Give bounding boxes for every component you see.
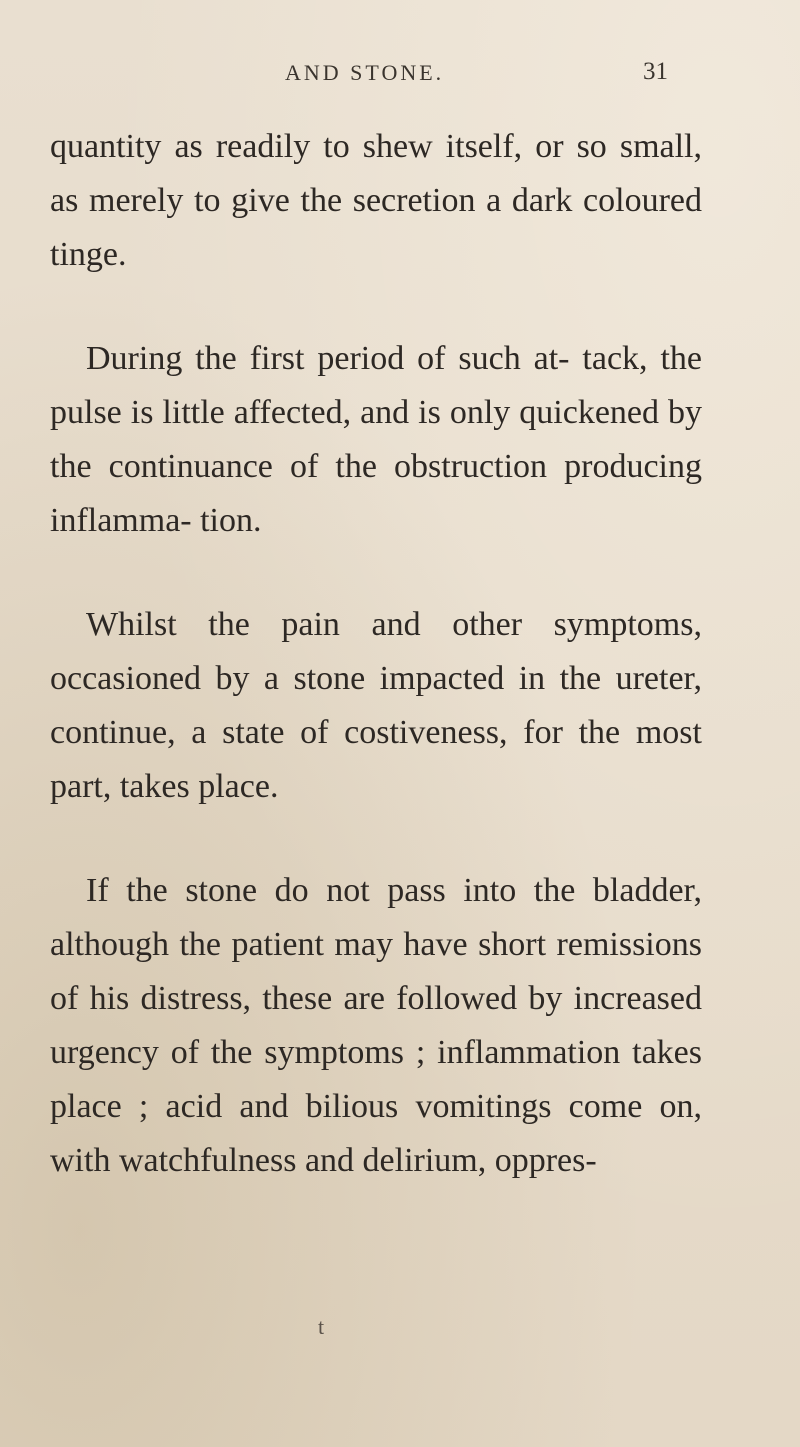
running-head-title: AND STONE. bbox=[285, 60, 445, 85]
paragraph-continuation: quantity as readily to shew itself, or so small, as merely to give the secretion a dark coloured tinge. bbox=[50, 128, 702, 273]
signature-mark: t bbox=[318, 1314, 325, 1339]
paragraph-costiveness: Whilst the pain and other symptoms, occasioned by a stone impacted in the ureter, continue, a state of costiveness, for the most part, takes place. bbox=[50, 606, 702, 805]
paragraph-bladder: If the stone do not pass into the bladder, although the patient may have short remissions of his distress, these are followed by increased urgency of the symptoms ; inflammation takes place ; acid and bilious vomitings come on, with watchfulness and delirium, oppres- bbox=[50, 872, 702, 1179]
paragraph-first-period: During the first period of such at- tack, the pulse is little affected, and is only quickened by the continuance of the obstruction producing inflamma- tion. bbox=[50, 340, 702, 539]
body-text bbox=[50, 120, 702, 1238]
running-head bbox=[0, 50, 800, 90]
page-number: 31 bbox=[643, 58, 668, 85]
